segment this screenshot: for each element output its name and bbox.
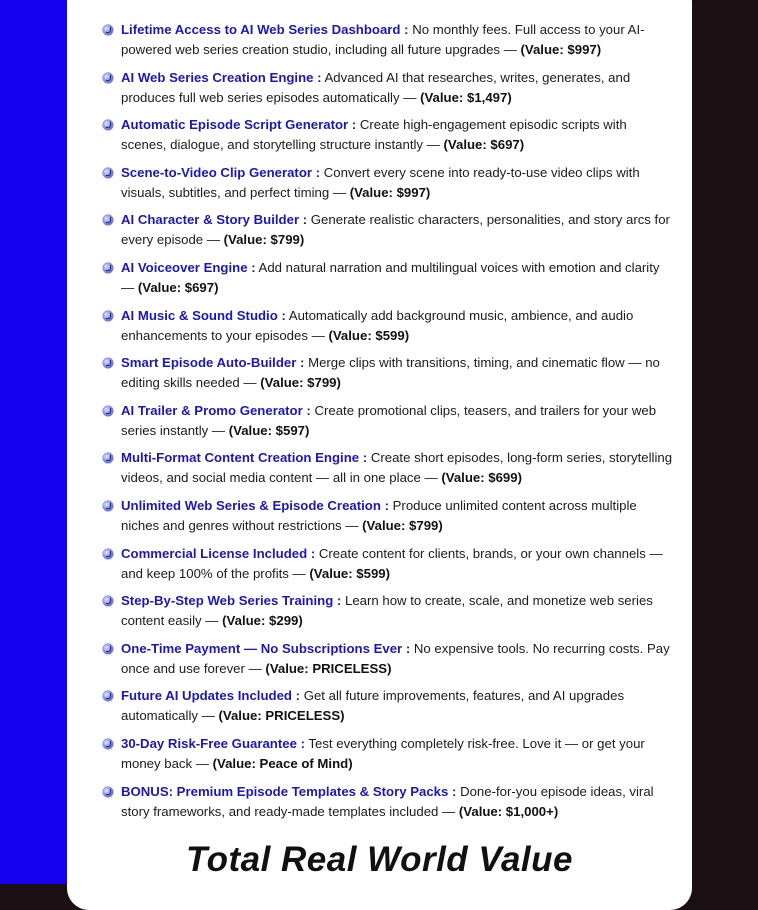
item-title: Commercial License Included : xyxy=(121,545,316,561)
item-desc: Create promotional clips, teasers, and trailers for your web series instantly — xyxy=(121,402,657,438)
list-item xyxy=(103,68,673,116)
list-item xyxy=(103,401,673,449)
list-item xyxy=(103,782,673,830)
list-item xyxy=(103,163,673,211)
check-bullet-icon xyxy=(103,644,113,654)
check-bullet-icon xyxy=(103,311,113,321)
check-bullet-icon xyxy=(103,358,113,368)
item-title: BONUS: Premium Episode Templates & Story Packs : xyxy=(121,783,457,799)
check-bullet-icon xyxy=(103,739,113,749)
item-title: AI Music & Sound Studio : xyxy=(121,307,286,323)
check-bullet-icon xyxy=(103,501,113,511)
item-title: Automatic Episode Script Generator : xyxy=(121,117,357,133)
list-item xyxy=(103,20,673,68)
item-desc: Generate realistic characters, personalities, and story arcs for every episode — xyxy=(121,212,670,248)
item-desc: Automatically add background music, ambience, and audio enhancements to your episodes — xyxy=(121,307,634,343)
item-desc: No expensive tools. No recurring costs. Pay once and use forever — xyxy=(121,640,670,676)
check-bullet-icon xyxy=(103,787,113,797)
item-title: AI Voiceover Engine : xyxy=(121,259,256,275)
item-value: (Value: $597) xyxy=(228,422,310,438)
item-desc: Create high-engagement episodic scripts with scenes, dialogue, and storytelling structure instantly — xyxy=(121,117,627,153)
item-desc: Get all future improvements, features, and AI upgrades automatically — xyxy=(121,688,625,724)
list-item xyxy=(103,686,673,734)
item-desc: Learn how to create, scale, and monetize web series content easily — xyxy=(121,593,653,629)
item-title: 30-Day Risk-Free Guarantee : xyxy=(121,735,305,751)
item-desc: Create content for clients, brands, or your own channels — and keep 100% of the profits — xyxy=(121,545,663,581)
item-value: (Value: $697) xyxy=(137,279,219,295)
item-title: AI Trailer & Promo Generator : xyxy=(121,402,311,418)
item-desc: Create short episodes, long-form series, storytelling videos, and social media content — all in one place — xyxy=(121,450,673,486)
item-desc: No monthly fees. Full access to your AI-powered web series creation studio, including all future upgrades — xyxy=(121,22,645,57)
item-value: (Value: Peace of Mind) xyxy=(212,755,353,771)
item-desc: Merge clips with transitions, timing, and cinematic flow — no editing skills needed — xyxy=(121,355,660,391)
check-bullet-icon xyxy=(103,73,113,83)
item-title: Multi-Format Content Creation Engine : xyxy=(121,450,368,466)
item-desc: Test everything completely risk-free. Love it — or get your money back — xyxy=(121,735,645,771)
list-item xyxy=(103,306,673,354)
item-title: Future AI Updates Included : xyxy=(121,688,301,704)
item-title: Smart Episode Auto-Builder : xyxy=(121,355,305,371)
list-item xyxy=(103,258,673,306)
check-bullet-icon xyxy=(103,453,113,463)
check-bullet-icon xyxy=(103,691,113,701)
check-bullet-icon xyxy=(103,120,113,130)
item-value: (Value: PRICELESS) xyxy=(218,708,345,724)
item-value: (Value: $1,497) xyxy=(420,89,512,105)
item-value: (Value: $997) xyxy=(349,184,431,200)
list-item xyxy=(103,115,673,163)
item-value: (Value: $997) xyxy=(520,42,602,57)
item-value: (Value: $299) xyxy=(222,613,303,629)
item-value: (Value: $697) xyxy=(443,137,525,153)
check-bullet-icon xyxy=(103,25,113,35)
list-item xyxy=(103,448,673,496)
list-item xyxy=(103,353,673,401)
check-bullet-icon xyxy=(103,215,113,225)
item-desc: Advanced AI that researches, writes, generates, and produces full web series episodes automatically — xyxy=(121,69,631,105)
item-value: (Value: $1,000+) xyxy=(458,803,559,819)
item-title: AI Character & Story Builder : xyxy=(121,212,308,228)
list-item xyxy=(103,734,673,782)
item-title: One-Time Payment — No Subscriptions Ever : xyxy=(121,640,411,656)
check-bullet-icon xyxy=(103,263,113,273)
item-value: (Value: $799) xyxy=(223,232,305,248)
item-desc: Add natural narration and multilingual voices with emotion and clarity — xyxy=(121,259,660,295)
check-bullet-icon xyxy=(103,549,113,559)
item-value: (Value: $799) xyxy=(362,517,443,533)
item-value: (Value: $799) xyxy=(260,375,341,391)
item-value: (Value: $699) xyxy=(441,470,522,486)
total-value-heading: Total Real World Value xyxy=(186,840,573,879)
item-title: AI Web Series Creation Engine : xyxy=(121,69,322,85)
item-title: Scene-to-Video Clip Generator : xyxy=(121,164,321,180)
right-dark-band xyxy=(686,0,758,884)
check-bullet-icon xyxy=(103,168,113,178)
item-value: (Value: $599) xyxy=(309,565,391,581)
feature-list xyxy=(103,20,673,829)
item-desc: Convert every scene into ready-to-use video clips with visuals, subtitles, and perfect timing — xyxy=(121,164,640,200)
item-title: Unlimited Web Series & Episode Creation : xyxy=(121,497,389,513)
item-title: Lifetime Access to AI Web Series Dashboard : xyxy=(121,22,409,37)
list-item xyxy=(103,496,673,544)
item-title: Step-By-Step Web Series Training : xyxy=(121,593,342,609)
item-value: (Value: $599) xyxy=(328,327,410,343)
item-value: (Value: PRICELESS) xyxy=(265,660,392,676)
list-item xyxy=(103,639,673,687)
list-item xyxy=(103,544,673,592)
list-item xyxy=(103,210,673,258)
item-desc: Produce unlimited content across multiple niches and genres without restrictions — xyxy=(121,497,637,533)
check-bullet-icon xyxy=(103,596,113,606)
item-desc: Done-for-you episode ideas, viral story frameworks, and ready-made templates included — xyxy=(121,783,654,819)
check-bullet-icon xyxy=(103,406,113,416)
list-item xyxy=(103,591,673,639)
left-blue-band xyxy=(0,0,72,884)
